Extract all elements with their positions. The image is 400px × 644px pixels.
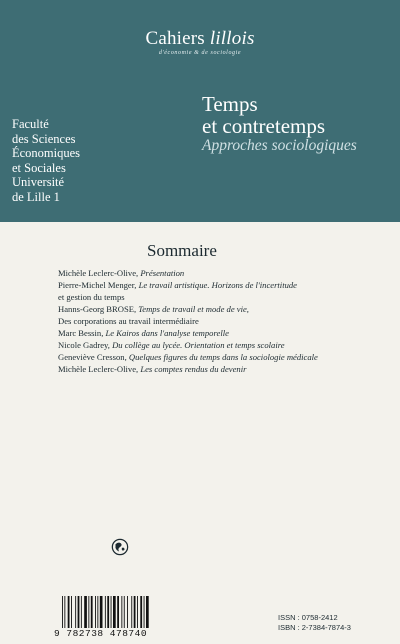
issn-number: ISSN : 0758-2412 (278, 613, 338, 622)
toc-title: Le Kairos dans l'analyse temporelle (105, 328, 229, 338)
series-name-part-1: Cahiers (145, 28, 210, 49)
toc-title: Quelques figures du temps dans la sociologie médicale (128, 352, 318, 362)
faculty-block (12, 117, 122, 205)
barcode-bar (62, 596, 63, 628)
barcode-bar (140, 596, 142, 628)
faculty-line: et Sociales (12, 160, 66, 175)
barcode-bar (117, 596, 119, 628)
toc-author: Michèle Leclerc-Olive, (58, 268, 141, 278)
publisher-globe-icon (111, 538, 129, 556)
barcode-bar (137, 596, 138, 628)
isbn-block (278, 613, 351, 632)
barcode-bar (78, 596, 80, 628)
barcode-bar (127, 596, 128, 628)
toc-title: Du collège au lycée. Orientation et temps scolaire (112, 340, 285, 350)
barcode-digits: 9 782738 478740 (54, 628, 148, 639)
barcode-bar (146, 596, 149, 628)
barcode-bar (121, 596, 122, 628)
toc-item (58, 340, 388, 351)
toc-author: Michèle Leclerc-Olive, (58, 364, 141, 374)
toc-author: Pierre-Michel Menger, (58, 280, 139, 290)
sommaire-heading: Sommaire (147, 241, 217, 260)
faculty-line: Université (12, 175, 65, 190)
book-title-line-2: et contretemps (202, 114, 326, 138)
isbn-number: ISBN : 2-7384-7874-3 (278, 622, 351, 632)
barcode-bar (107, 596, 109, 628)
barcode-bar (131, 596, 132, 628)
barcode-bar (111, 596, 112, 628)
barcode-bar (113, 596, 116, 628)
barcode-bar (64, 596, 65, 628)
toc-title-continuation: et gestion du temps (58, 292, 125, 302)
toc-title: Temps de travail et mode de vie, (138, 304, 249, 314)
toc-author: Nicole Gadrey, (58, 340, 113, 350)
toc-item (58, 352, 388, 363)
toc-item (58, 328, 388, 339)
toc-title: Présentation (140, 268, 185, 278)
faculty-line: des Sciences (12, 131, 76, 146)
series-logo (0, 29, 400, 56)
toc-title: Les comptes rendus du devenir (140, 364, 247, 374)
barcode (62, 596, 156, 628)
toc-author: Marc Bessin, (58, 328, 106, 338)
barcode-bar (144, 596, 145, 628)
series-subtitle: d'économie & de sociologie (158, 50, 242, 56)
barcode-bar (134, 596, 136, 628)
book-title-line-1: Temps (202, 92, 258, 116)
barcode-bar (84, 596, 87, 628)
toc-author: Geneviève Cresson, (58, 352, 129, 362)
barcode-bar (97, 596, 98, 628)
faculty-line: Faculté (12, 117, 49, 131)
barcode-bar (75, 596, 76, 628)
barcode-bar (68, 596, 70, 628)
toc-item (58, 268, 388, 279)
barcode-bar (95, 596, 96, 628)
barcode-bar (100, 596, 103, 628)
toc-item (58, 304, 388, 315)
faculty-line: de Lille 1 (12, 189, 60, 204)
barcode-bar (105, 596, 106, 628)
barcode-bar (81, 596, 82, 628)
series-name-part-2: lillois (209, 28, 255, 49)
toc-item (58, 280, 388, 291)
series-name (0, 29, 400, 49)
book-title-block (202, 93, 392, 154)
faculty-line: Économiques (12, 146, 81, 161)
toc-item (58, 364, 388, 375)
barcode-bar (124, 596, 125, 628)
toc-author: Hanns-Georg BROSE, (58, 304, 139, 314)
table-of-contents (58, 268, 388, 376)
book-subtitle: Approches sociologiques (202, 137, 357, 154)
barcode-bar (91, 596, 93, 628)
toc-title: Le travail artistique. Horizons de l'incertitude (138, 280, 297, 290)
barcode-bar (88, 596, 89, 628)
toc-title-continuation: Des corporations au travail intermédiaire (58, 316, 199, 326)
barcode-bar (71, 596, 72, 628)
